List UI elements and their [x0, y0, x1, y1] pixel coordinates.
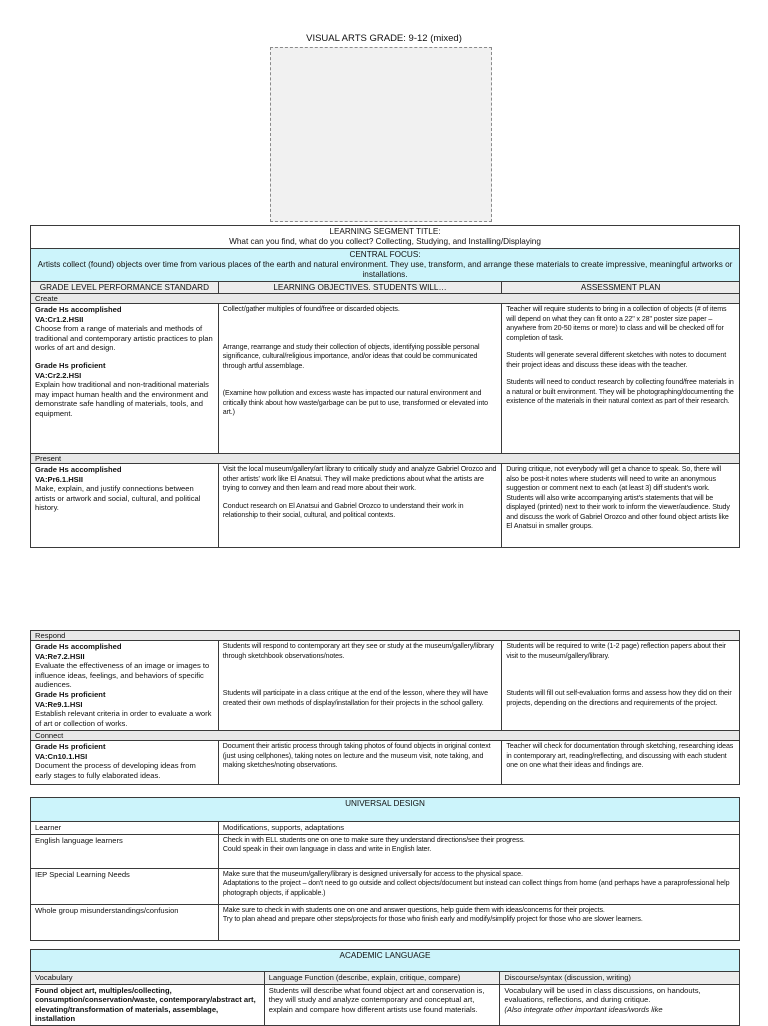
ud-support-whole-group	[218, 904, 739, 940]
ud-support-ell-1: Check in with ELL students one on one to make sure they understand directions/see their progress.	[222, 835, 525, 844]
ud-support-whole-group-2: Try to plan ahead and prepare other steps/projects for those who finish early and modify/simplify project for those who are slower learners.	[222, 915, 643, 923]
al-language-function: Students will describe what found object art and conservation is, they will study and analyze contemporary and conceptual art, explain and compare how different artists use found materials.	[264, 984, 500, 1025]
ud-support-iep	[218, 868, 739, 904]
create-objectives	[218, 304, 502, 454]
al-col-language-function: Language Function (describe, explain, critique, compare)	[264, 972, 500, 985]
central-focus	[31, 249, 740, 282]
section-respond: Respond	[31, 631, 740, 641]
create-std1-grade: Grade Hs accomplished	[35, 305, 122, 314]
page-title: VISUAL ARTS GRADE: 9-12 (mixed)	[306, 33, 462, 44]
academic-language-title: ACADEMIC LANGUAGE	[31, 950, 740, 972]
create-std1-code: VA:Cr1.2.HSII	[35, 314, 84, 324]
respond-std1-grade: Grade Hs accomplished	[35, 642, 122, 651]
central-focus-text: Artists collect (found) objects over time from various places of the earth and natural environment. They use, transform, and arrange these materials to create impressive, meaningful artworks or installations.	[37, 260, 733, 279]
create-assess1: Teacher will require students to bring in a collection of objects (# of items will depend on what they can fit onto a 22" x 28" poster size paper – anywhere from 20-50 items or more) to class and will be checked off for completion of task.	[506, 305, 727, 342]
connect-obj1: Document their artistic process through taking photos of found objects in original context (just using cellphones), taking notes on lecture and the museum visit, note taking, and making sketches/noting observations.	[222, 742, 491, 769]
respond-standards	[31, 641, 219, 731]
al-vocabulary: Found object art, multiples/collecting, consumption/conservation/waste, contemporary/abstract art, elevating/transformation of materials, assemblage, installation	[31, 984, 265, 1025]
connect-std-text: Document the process of developing ideas from early stages to fully elaborated ideas.	[35, 761, 196, 780]
create-standards	[31, 304, 219, 454]
respond-connect-table	[30, 630, 740, 785]
connect-std-code: VA:Cn10.1.HSI	[35, 751, 88, 761]
ud-learner-iep: IEP Special Learning Needs	[31, 868, 219, 904]
al-col-vocabulary: Vocabulary	[31, 972, 265, 985]
create-assess3: Students will need to conduct research by collecting found/free materials in a natural or built environment. They will be photographing/documenting the existence of the materials in their natural context as part of their research.	[506, 378, 734, 405]
respond-obj2: Students will participate in a class critique at the end of the lesson, where they will have created their own methods of display/installation for their projects in the school gallery.	[222, 689, 488, 707]
section-present: Present	[31, 454, 740, 464]
al-discourse-note: (Also integrate other important ideas/words like	[504, 1004, 663, 1014]
respond-assess2: Students will fill out self-evaluation forms and assess how they did on their projects, depending on the directions and requirements of the project.	[506, 689, 732, 707]
al-col-discourse: Discourse/syntax (discussion, writing)	[500, 972, 740, 985]
create-assessment	[502, 304, 740, 454]
create-std2-code: VA:Cr2.2.HSI	[35, 370, 82, 380]
connect-standards	[31, 741, 219, 785]
column-header-assessment: ASSESSMENT PLAN	[502, 282, 740, 294]
learning-segment-header	[31, 226, 740, 249]
respond-std2-code: VA:Re9.1.HSI	[35, 699, 83, 709]
respond-std1-text: Evaluate the effectiveness of an image or images to influence ideas, feelings, and behaviors of specific audiences.	[35, 661, 210, 690]
respond-std2-grade: Grade Hs proficient	[35, 689, 106, 699]
section-create: Create	[31, 294, 740, 304]
universal-design-table	[30, 797, 740, 941]
present-standards	[31, 464, 219, 548]
present-std-grade: Grade Hs accomplished	[35, 465, 122, 474]
al-discourse-text: Vocabulary will be used in class discussions, on handouts, evaluations, reflections, and during critique.	[504, 985, 701, 1004]
create-assess2: Students will generate several different sketches with notes to document their project ideas and discuss these ideas with the teacher.	[506, 351, 727, 369]
ud-support-iep-2: Adaptations to the project – don't need to go outside and collect objects/document but instead can collect things from home (and perhaps have a paraprofessional help photograph objects, if applicable.)	[222, 879, 730, 897]
present-objectives	[218, 464, 502, 548]
central-focus-label: CENTRAL FOCUS:	[349, 250, 421, 259]
learning-segment-title: What can you find, what do you collect? Collecting, Studying, and Installing/Displaying	[229, 237, 541, 246]
connect-objectives	[218, 741, 502, 785]
present-obj1: Visit the local museum/gallery/art library to critically study and analyze Gabriel Orozco and other artists' work like El Anatsui. They will make predictions about what the artists are trying to convey and then learn and read more about their work.	[222, 465, 497, 492]
ud-support-ell-2: Could speak in their own language in class and write in English later.	[222, 845, 432, 853]
universal-design-title: UNIVERSAL DESIGN	[31, 798, 740, 822]
column-header-standard: GRADE LEVEL PERFORMANCE STANDARD	[31, 282, 219, 294]
present-obj2: Conduct research on El Anatsui and Gabriel Orozco to understand their work in relationship to their social, cultural, and political contexts.	[222, 501, 464, 519]
column-header-objectives: LEARNING OBJECTIVES. STUDENTS WILL…	[218, 282, 502, 294]
present-std-code: VA:Pr6.1.HSII	[35, 474, 83, 484]
connect-assess1: Teacher will check for documentation through sketching, researching ideas in contemporary art, reading/reflecting, and discussing with each student one on one what their ideas and findings are.	[506, 742, 734, 769]
respond-assess1: Students will be required to write (1-2 page) reflection papers about their visit to the museum/gallery/library.	[506, 642, 726, 660]
ud-col-modifications: Modifications, supports, adaptations	[218, 822, 739, 835]
present-assessment	[502, 464, 740, 548]
academic-language-table	[30, 949, 740, 1026]
respond-assessment	[502, 641, 740, 731]
collage-photo	[270, 47, 492, 222]
connect-std-grade: Grade Hs proficient	[35, 742, 106, 751]
create-obj3: (Examine how pollution and excess waste has impacted our natural environment and critically think about how waste/garbage can be put to use, transformed or elevated into art.)	[222, 389, 489, 416]
al-discourse	[500, 984, 740, 1025]
create-std1-text: Choose from a range of materials and methods of traditional and contemporary artistic practices to plan works of art and design.	[35, 324, 213, 353]
learning-segment-label: LEARNING SEGMENT TITLE:	[329, 227, 441, 236]
ud-col-learner: Learner	[31, 822, 219, 835]
ud-learner-whole-group: Whole group misunderstandings/confusion	[31, 904, 219, 940]
create-std2-grade: Grade Hs proficient	[35, 360, 106, 370]
respond-std1-code: VA:Re7.2.HSII	[35, 651, 85, 661]
lesson-plan-table	[30, 225, 740, 548]
ud-support-whole-group-1: Make sure to check in with students one on one and answer questions, help guide them with ideas/concerns for their projects.	[222, 905, 605, 914]
connect-assessment	[502, 741, 740, 785]
section-connect: Connect	[31, 731, 740, 741]
present-assess1: During critique, not everybody will get a chance to speak. So, there will also be post-it notes where students will need to write an anonymous suggestion or comment next to each (at least 3) diff student's work. Students will also write accompanying artist's statements that will be displayed (printed) next to their work to inform the viewer/audience. Study and discuss the work of Gabriel Orozco and other found object artists like El Anatsui in smaller groups.	[506, 465, 730, 530]
present-std-text: Make, explain, and justify connections between artists or artwork and social, cultural, and political history.	[35, 484, 201, 513]
ud-support-iep-1: Make sure that the museum/gallery/library is designed universally for access to the physical space.	[222, 869, 523, 878]
respond-objectives	[218, 641, 502, 731]
create-std2-text: Explain how traditional and non-traditional materials may impact human health and the environment and demonstrate safe handling of materials, tools, and equipment.	[35, 380, 209, 418]
create-obj2: Arrange, rearrange and study their collection of objects, identifying possible personal significance, cultural/religious importance, and/or ideas that could be communicated through artful assemblage.	[222, 342, 480, 370]
ud-support-ell	[218, 834, 739, 868]
respond-obj1: Students will respond to contemporary art they see or study at the museum/gallery/library through sketchbook observations/notes.	[222, 642, 494, 660]
respond-std2-text: Establish relevant criteria in order to evaluate a work of art or collection of works.	[35, 709, 212, 728]
create-obj1: Collect/gather multiples of found/free or discarded objects.	[222, 305, 400, 313]
ud-learner-ell: English language learners	[31, 834, 219, 868]
